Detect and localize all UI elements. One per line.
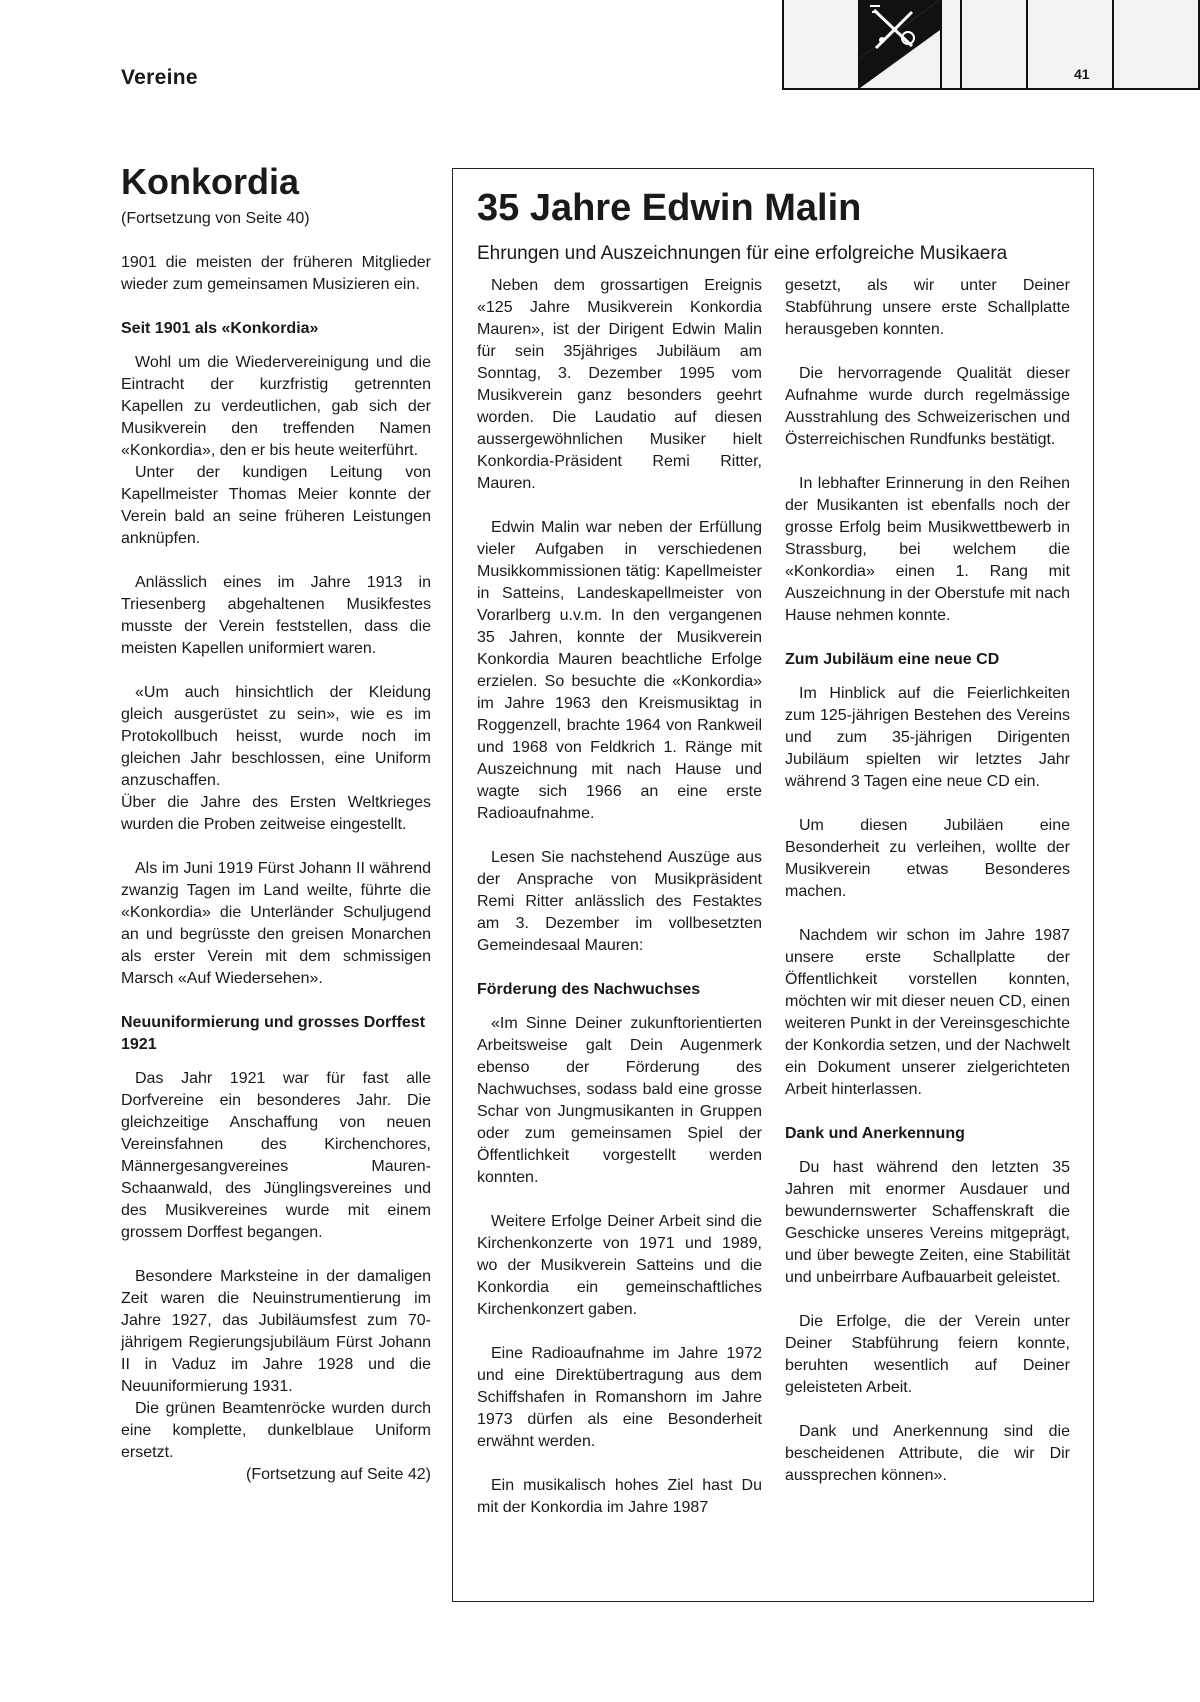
page-number: 41	[1074, 66, 1090, 82]
subheading: Zum Jubiläum eine neue CD	[785, 651, 1000, 668]
paragraph: Dank und Anerkennung sind die bescheidenen Attribute, die wir Dir aussprechen können».	[785, 1423, 1070, 1484]
section-label: Vereine	[121, 66, 198, 89]
article-title: Konkordia	[121, 161, 300, 202]
paragraph: Um diesen Jubiläen eine Besonderheit zu verleihen, wollte der Musikverein etwas Besonderes machen.	[785, 817, 1070, 900]
paragraph: Besondere Marksteine in der damaligen Zeit waren die Neuinstrumentierung im Jahre 1927, das Jubiläumsfest zum 70-jährigem Regierungsjubiläum Fürst Johann II in Vaduz im Jahre 1928 und die Neuuniformierung 1931.	[121, 1268, 431, 1395]
subheading: Dank und Anerkennung	[785, 1125, 965, 1142]
paragraph: Über die Jahre des Ersten Weltkrieges wurden die Proben zeitweise eingestellt.	[121, 794, 431, 833]
header-cell	[784, 0, 860, 88]
feature-title: 35 Jahre Edwin Malin	[477, 187, 862, 229]
feature-box	[452, 168, 1094, 1602]
feature-subtitle: Ehrungen und Auszeichnungen für eine erfolgreiche Musikaera	[477, 243, 1008, 264]
feature-column-1	[477, 275, 762, 1519]
paragraph: Lesen Sie nachstehend Auszüge aus der Ansprache von Musikpräsident Remi Ritter anlässlich des Festaktes am 3. Dezember im vollbesetzten Gemeindesaal Mauren:	[477, 849, 762, 954]
paragraph: Anlässlich eines im Jahre 1913 in Triesenberg abgehaltenen Musikfestes musste der Verein feststellen, dass die meisten Kapellen uniformiert waren.	[121, 574, 431, 657]
continued-to-note: (Fortsetzung auf Seite 42)	[246, 1466, 431, 1483]
continued-from-note: (Fortsetzung von Seite 40)	[121, 210, 310, 227]
crossed-instruments-icon	[860, 0, 940, 88]
left-column	[121, 160, 431, 1486]
feature-column-2	[785, 275, 1070, 1487]
paragraph: Weitere Erfolge Deiner Arbeit sind die Kirchenkonzerte von 1971 und 1989, wo der Musikverein Satteins und die Konkordia ein gemeinschaftliches Kirchenkonzert gaben.	[477, 1213, 762, 1318]
paragraph: Im Hinblick auf die Feierlichkeiten zum 125-jährigen Bestehen des Vereins und zum 35-jährigen Dirigenten Jubiläum spielten wir letztes Jahr während 3 Tagen eine neue CD ein.	[785, 685, 1070, 790]
subheading: Seit 1901 als «Konkordia»	[121, 320, 319, 337]
header-cell	[1028, 0, 1114, 88]
paragraph: gesetzt, als wir unter Deiner Stabführung unsere erste Schallplatte herausgeben konnten.	[785, 277, 1070, 338]
header-cell	[962, 0, 1028, 88]
paragraph: Eine Radioaufnahme im Jahre 1972 und eine Direktübertragung aus dem Schiffshafen in Romanshorn im Jahre 1973 dürfen als eine Besonderheit erwähnt werden.	[477, 1345, 762, 1450]
paragraph: Die Erfolge, die der Verein unter Deiner Stabführung feiern konnte, beruhten wesentlich auf Deiner geleisteten Arbeit.	[785, 1313, 1070, 1396]
paragraph: Nachdem wir schon im Jahre 1987 unsere erste Schallplatte der Öffentlichkeit vorstellen konnten, möchten wir mit dieser neuen CD, einen weiteren Punkt in der Vereinsgeschichte der Konkordia setzen, und der Nachwelt ein Dokument unserer zielgerichteten Arbeit hinterlassen.	[785, 927, 1070, 1098]
header-cell	[1114, 0, 1200, 88]
paragraph: Unter der kundigen Leitung von Kapellmeister Thomas Meier konnte der Verein bald an seine früheren Leistungen anknüpfen.	[121, 464, 431, 547]
paragraph: Die hervorragende Qualität dieser Aufnahme wurde durch regelmässige Ausstrahlung des Schweizerischen und Österreichischen Rundfunks bestätigt.	[785, 365, 1070, 448]
paragraph: Du hast während den letzten 35 Jahren mit enormer Ausdauer und bewundernswerter Schaffenskraft die Geschicke unseres Vereins mitgeprägt, und über bewegte Zeiten, eine Stabilität und unbeirrbare Aufbauarbeit geleistet.	[785, 1159, 1070, 1286]
subheading: Neuuniformierung und grosses Dorffest 1921	[121, 1014, 426, 1053]
paragraph: Die grünen Beamtenröcke wurden durch eine komplette, dunkelblaue Uniform ersetzt.	[121, 1400, 431, 1461]
paragraph: «Um auch hinsichtlich der Kleidung gleich ausgerüstet zu sein», wie es im Protokollbuch heisst, wurde noch im gleichen Jahr beschlossen, eine Uniform anzuschaffen.	[121, 684, 431, 789]
paragraph: In lebhafter Erinnerung in den Reihen der Musikanten ist ebenfalls noch der grosse Erfolg beim Musikwettbewerb in Strassburg, bei welchem die «Konkordia» einen 1. Rang mit Auszeichnung in der Oberstufe mit nach Hause nehmen konnte.	[785, 475, 1070, 624]
paragraph: Ein musikalisch hohes Ziel hast Du mit der Konkordia im Jahre 1987	[477, 1477, 762, 1516]
subheading: Förderung des Nachwuchses	[477, 981, 701, 998]
intro-paragraph: 1901 die meisten der früheren Mitglieder wieder zum gemeinsamen Musizieren ein.	[121, 254, 431, 293]
paragraph: Edwin Malin war neben der Erfüllung vieler Aufgaben in verschiedenen Musikkommissionen tätig: Kapellmeister in Satteins, Landeskapellmeister von Vorarlberg u.v.m. In den vergangenen 35 Jahren, konnte der Musikverein Konkordia Mauren beachtliche Erfolge erzielen. So besuchte die «Konkordia» im Jahre 1963 den Kreismusiktag in Roggenzell, brachte 1964 von Rankweil und 1968 von Feldkrich 1. Ränge mit Auszeichnung mit nach Hause und wagte sich 1966 an eine erste Radioaufnahme.	[477, 519, 762, 822]
paragraph: Neben dem grossartigen Ereignis «125 Jahre Musikverein Konkordia Mauren», ist der Dirigent Edwin Malin für sein 35jähriges Jubiläum am Sonntag, 3. Dezember 1995 vom Musikverein ganz besonders geehrt worden. Die Laudatio auf diesen aussergewöhnlichen Musiker hielt Konkordia-Präsident Remi Ritter, Mauren.	[477, 277, 762, 492]
header-grid	[782, 0, 1200, 90]
paragraph: Wohl um die Wiedervereinigung und die Eintracht der kurzfristig getrennten Kapellen zu verdeutlichen, gab sich der Musikverein den treffenden Namen «Konkordia», den er bis heute weiterführt.	[121, 354, 431, 459]
paragraph: Das Jahr 1921 war für fast alle Dorfvereine ein besonderes Jahr. Die gleichzeitige Anschaffung von neuen Vereinsfahnen des Kirchenchores, Männergesangvereines Mauren-Schaanwald, des Jünglingsvereines und des Musikvereines wurde mit einem grossem Dorffest begangen.	[121, 1070, 431, 1241]
header-cell	[942, 0, 962, 88]
paragraph: «Im Sinne Deiner zukunftorientierten Arbeitsweise galt Dein Augenmerk ebenso der Förderung des Nachwuchses, sodass bald eine grosse Schar von Jungmusikanten in Gruppen oder zum gemeinsamen Spiel der Öffentlichkeit vorgestellt werden konnten.	[477, 1015, 762, 1186]
paragraph: Als im Juni 1919 Fürst Johann II während zwanzig Tagen im Land weilte, führte die «Konkordia» die Unterländer Schuljugend an und begrüsste den greisen Monarchen als erster Verein mit dem schmissigen Marsch «Auf Wiedersehen».	[121, 860, 431, 987]
